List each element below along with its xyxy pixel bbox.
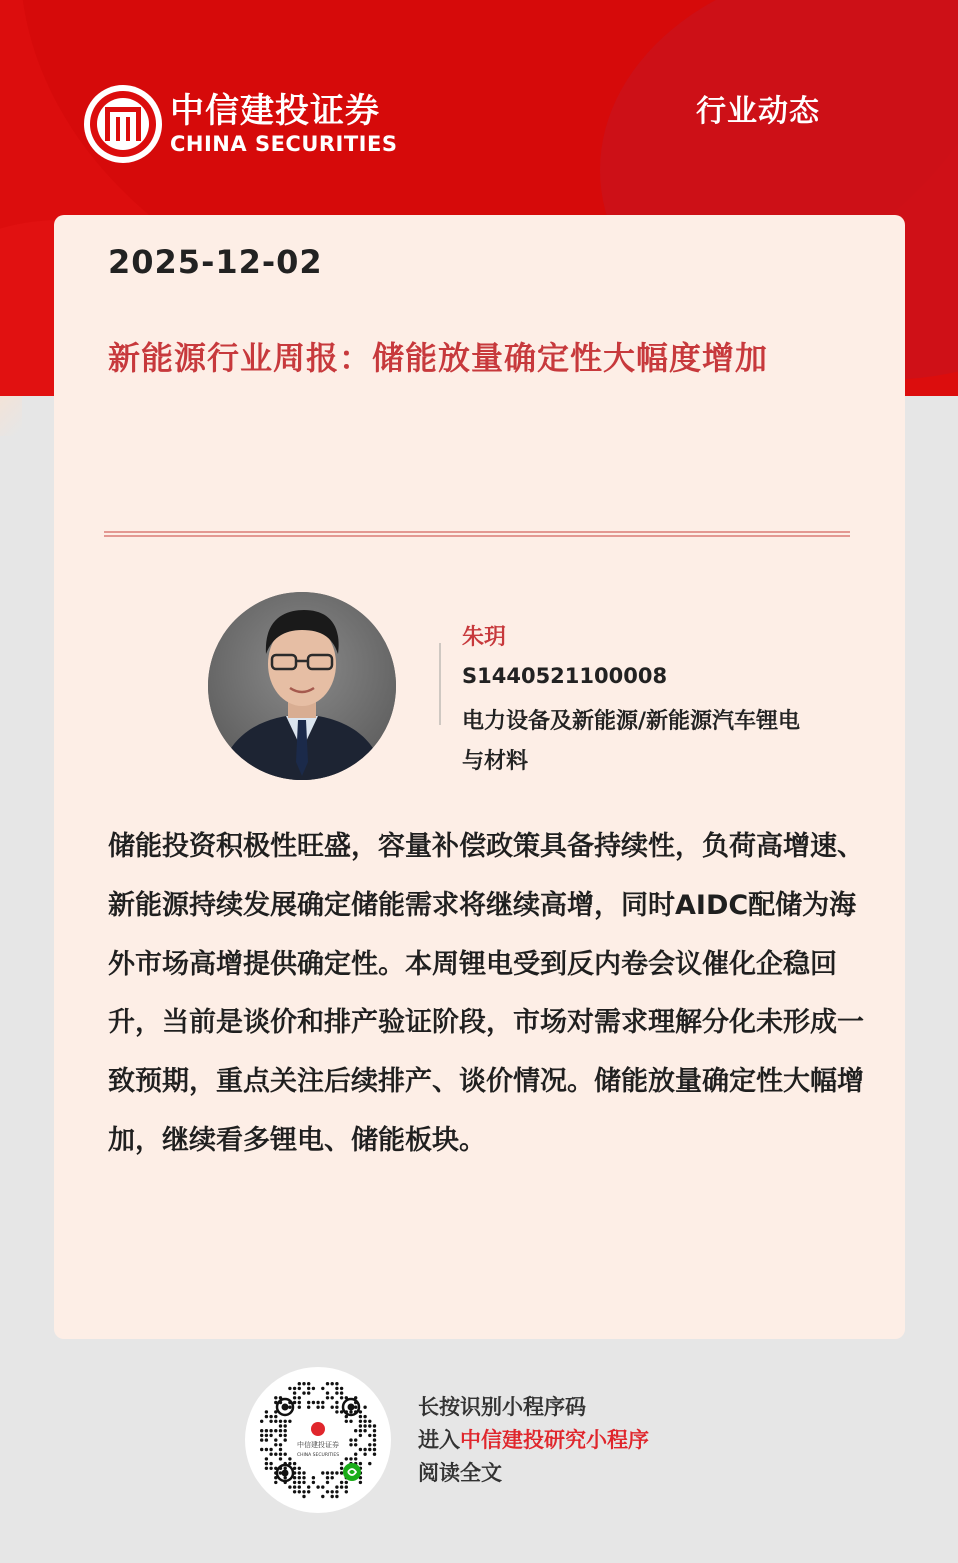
- mini-program-qr-code[interactable]: [245, 1367, 391, 1513]
- brand-name-en: CHINA SECURITIES: [170, 132, 398, 156]
- footer-line1: 长按识别小程序码: [418, 1394, 586, 1419]
- footer-mini-program-name: 中信建投研究小程序: [460, 1427, 649, 1452]
- author-avatar: [208, 592, 396, 780]
- footer-line2-prefix: 进入: [418, 1427, 460, 1452]
- wechat-mini-program-icon: [343, 1463, 361, 1481]
- section-tag: 行业动态: [696, 94, 820, 129]
- author-name: 朱玥: [462, 625, 507, 650]
- footer-line3: 阅读全文: [418, 1460, 502, 1485]
- decorative-sliver: [0, 396, 22, 436]
- footer-instructions: [418, 1390, 649, 1489]
- report-summary: 储能投资积极性旺盛，容量补偿政策具备持续性，负荷高增速、新能源持续发展确定储能需求将继续高增，同时AIDC配储为海外市场高增提供确定性。本周锂电受到反内卷会议催化企稳回升，当前是谈价和排产验证阶段，市场对需求理解分化未形成一致预期，重点关注后续排产、谈价情况。储能放量确定性大幅增加，继续看多锂电、储能板块。: [108, 831, 864, 1156]
- divider: [104, 531, 850, 538]
- author-field: 电力设备及新能源/新能源汽车锂电与材料: [462, 709, 801, 774]
- report-date: 2025-12-02: [108, 243, 323, 281]
- footer-line2: [418, 1423, 649, 1456]
- citic-logo-icon: [84, 85, 162, 163]
- brand-logo: [84, 84, 397, 164]
- author-separator: [439, 643, 441, 725]
- brand-name-cn: 中信建投证券: [170, 91, 380, 131]
- report-card: [54, 215, 905, 1339]
- author-license-id: S1440521100008: [462, 664, 668, 688]
- qr-center-label: 中信建投证券: [297, 1441, 339, 1449]
- qr-center-label-en: CHINA SECURITIES: [296, 1453, 340, 1458]
- report-title: 新能源行业周报：储能放量确定性大幅度增加: [108, 339, 769, 377]
